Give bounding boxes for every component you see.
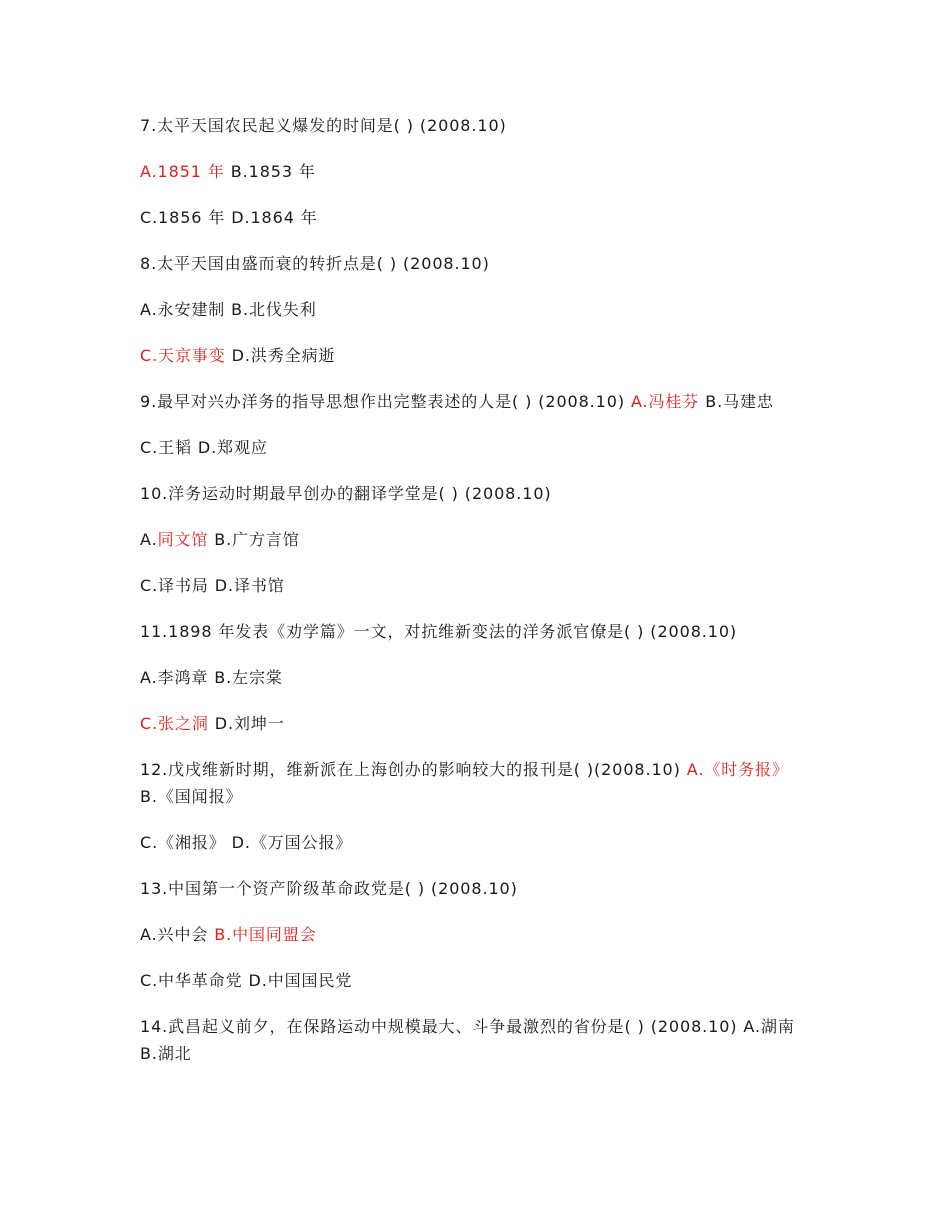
answer-text: C.天京事变 — [140, 346, 226, 365]
answer-text: A.冯桂芬 — [630, 392, 700, 411]
text-line — [140, 158, 812, 185]
question-text: A.李鸿章 B.左宗棠 — [140, 668, 283, 687]
text-line — [140, 204, 812, 231]
question-text: C.王韬 D.郑观应 — [140, 438, 268, 457]
text-line — [140, 756, 812, 810]
question-text: A.永安建制 B.北伐失利 — [140, 300, 317, 319]
question-text: 7.太平天国农民起义爆发的时间是( ) (2008.10) — [140, 116, 507, 135]
question-text: A. — [140, 530, 158, 549]
text-line — [140, 967, 812, 994]
text-line — [140, 526, 812, 553]
question-text: B.广方言馆 — [208, 530, 300, 549]
question-text: C.中华革命党 D.中国国民党 — [140, 971, 353, 990]
question-text: C.1856 年 D.1864 年 — [140, 208, 318, 227]
question-text: A.兴中会 — [140, 925, 215, 944]
text-line — [140, 250, 812, 277]
question-text: 11.1898 年发表《劝学篇》一文，对抗维新变法的洋务派官僚是( ) (2008.10) — [140, 622, 738, 641]
text-line — [140, 618, 812, 645]
document-page — [140, 112, 812, 1086]
text-line — [140, 480, 812, 507]
text-line — [140, 296, 812, 323]
text-line — [140, 112, 812, 139]
answer-text: A.1851 年 — [140, 162, 225, 181]
question-text: B.马建忠 — [699, 392, 774, 411]
text-line — [140, 434, 812, 461]
text-line — [140, 342, 812, 369]
answer-text: B.中国同盟会 — [214, 925, 317, 944]
question-text: 14.武昌起义前夕，在保路运动中规模最大、斗争最激烈的省份是( ) (2008.10) A.湖南 B.湖北 — [140, 1017, 795, 1063]
text-line — [140, 1013, 812, 1067]
text-line — [140, 572, 812, 599]
text-line — [140, 664, 812, 691]
text-line — [140, 829, 812, 856]
question-text: 12.戊戌维新时期，维新派在上海创办的影响较大的报刊是( )(2008.10) — [140, 760, 687, 779]
question-text: D.洪秀全病逝 — [225, 346, 336, 365]
question-text: B.《国闻报》 — [140, 787, 243, 806]
text-line — [140, 875, 812, 902]
question-text: C.译书局 D.译书馆 — [140, 576, 285, 595]
question-text: B.1853 年 — [224, 162, 316, 181]
question-text: C.《湘报》 D.《万国公报》 — [140, 833, 353, 852]
answer-text: A.《时务报》 — [686, 760, 789, 779]
text-line — [140, 710, 812, 737]
text-line — [140, 921, 812, 948]
question-text: D.刘坤一 — [208, 714, 285, 733]
answer-text: 同文馆 — [157, 530, 209, 549]
question-text: 10.洋务运动时期最早创办的翻译学堂是( ) (2008.10) — [140, 484, 552, 503]
question-text: 8.太平天国由盛而衰的转折点是( ) (2008.10) — [140, 254, 490, 273]
question-text: 13.中国第一个资产阶级革命政党是( ) (2008.10) — [140, 879, 518, 898]
answer-text: C.张之洞 — [140, 714, 209, 733]
question-text: 9.最早对兴办洋务的指导思想作出完整表述的人是( ) (2008.10) — [140, 392, 631, 411]
text-line — [140, 388, 812, 415]
